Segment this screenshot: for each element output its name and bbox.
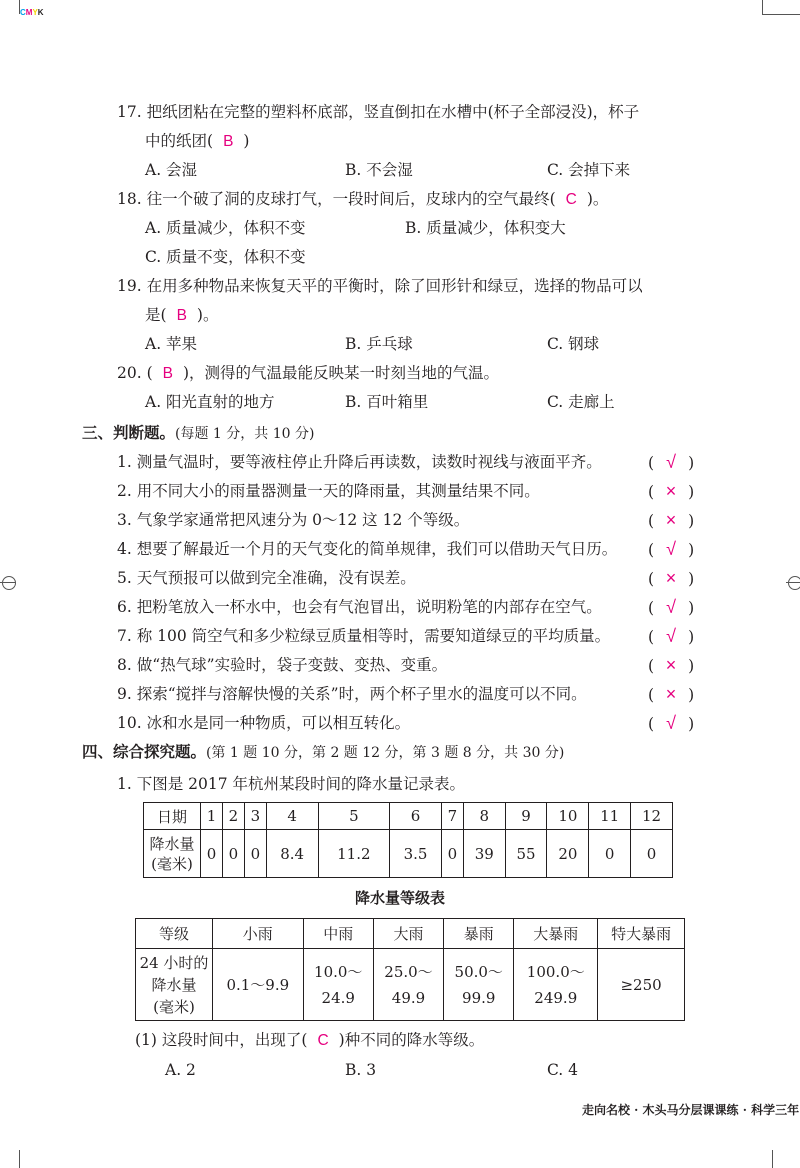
date-cell: 9 <box>505 803 547 830</box>
judgment-item: 4. 想要了解最近一个月的天气变化的简单规律，我们可以借助天气日历。 <box>117 540 618 558</box>
grade-header-cell: 暴雨 <box>444 919 514 949</box>
rainfall-cell: 0 <box>631 830 673 878</box>
section-3-title: 三、判断题。 <box>82 424 176 442</box>
date-cell: 7 <box>441 803 463 830</box>
cmyk-k: K <box>37 8 44 17</box>
rainfall-header: 降水量 (毫米) <box>144 830 201 878</box>
sub-question-1-option-a: A. 2 <box>165 1061 196 1079</box>
judgment-mark: √ <box>666 452 676 472</box>
grade-header-cell: 等级 <box>136 919 213 949</box>
rainfall-cell: 0 <box>201 830 223 878</box>
rainfall-date-row <box>144 803 673 830</box>
judgment-item: 7. 称 100 筒空气和多少粒绿豆质量相等时，需要知道绿豆的平均质量。 <box>117 627 611 645</box>
q17-option-c: C. 会掉下来 <box>547 161 631 179</box>
grade-range-cell: 25.0～ 49.9 <box>373 949 443 1021</box>
grade-range-cell: 100.0～ 249.9 <box>514 949 598 1021</box>
judgment-item: 9. 探索“搅拌与溶解快慢的关系”时，两个杯子里水的温度可以不同。 <box>117 685 587 703</box>
rainfall-cell: 55 <box>505 830 547 878</box>
q19-stem: 19. 在用多种物品来恢复天平的平衡时，除了回形针和绿豆，选择的物品可以 <box>117 277 643 295</box>
date-cell: 2 <box>222 803 244 830</box>
judgment-answer-bracket: ( × ) <box>648 684 695 704</box>
registration-mark-right <box>788 576 800 590</box>
q17-stem-2: 中的纸团( B ) <box>145 132 250 150</box>
crop-mark-top <box>19 0 20 14</box>
rainfall-cell: 0 <box>222 830 244 878</box>
q19-answer: B <box>176 307 187 324</box>
sub-question-1-answer: C <box>317 1032 329 1049</box>
cmyk-c: C <box>20 8 26 17</box>
grade-header-cell: 大雨 <box>373 919 443 949</box>
rainfall-cell: 39 <box>463 830 505 878</box>
date-cell: 3 <box>244 803 266 830</box>
grade-header-cell: 大暴雨 <box>514 919 598 949</box>
judgment-mark: √ <box>666 713 676 733</box>
judgment-mark: × <box>665 684 677 704</box>
q17-option-a: A. 会湿 <box>145 161 198 179</box>
judgment-answer-bracket: ( × ) <box>648 568 695 588</box>
sub-question-1-option-c: C. 4 <box>547 1061 579 1079</box>
section-4-note: (第 1 题 10 分，第 2 题 12 分，第 3 题 8 分，共 30 分) <box>206 745 565 761</box>
grade-header-row <box>136 919 685 949</box>
section-3-note: (每题 1 分，共 10 分) <box>175 426 315 442</box>
cmyk-color-bar <box>20 0 44 19</box>
crop-mark-bottom <box>19 1150 20 1168</box>
grade-range-row <box>136 949 685 1021</box>
date-cell: 8 <box>463 803 505 830</box>
q20-answer: B <box>162 365 173 382</box>
rainfall-value-row <box>144 830 673 878</box>
q20-option-a: A. 阳光直射的地方 <box>145 393 275 411</box>
rainfall-cell: 3.5 <box>390 830 442 878</box>
grade-table-title: 降水量等级表 <box>354 889 445 907</box>
rainfall-cell: 0 <box>244 830 266 878</box>
judgment-mark: × <box>665 510 677 530</box>
judgment-answer-bracket: ( √ ) <box>648 597 695 617</box>
judgment-item: 10. 冰和水是同一种物质，可以相互转化。 <box>117 714 411 732</box>
registration-mark-left <box>2 576 16 590</box>
q20-stem: 20. ( B )，测得的气温最能反映某一时刻当地的气温。 <box>117 364 500 382</box>
crop-mark-bottom-right <box>772 1150 773 1168</box>
judgment-item: 2. 用不同大小的雨量器测量一天的降雨量，其测量结果不同。 <box>117 482 540 500</box>
judgment-answer-bracket: ( √ ) <box>648 713 695 733</box>
judgment-answer-bracket: ( × ) <box>648 510 695 530</box>
date-cell: 6 <box>390 803 442 830</box>
date-header: 日期 <box>144 803 201 830</box>
judgment-item: 6. 把粉笔放入一杯水中，也会有气泡冒出，说明粉笔的内部存在空气。 <box>117 598 602 616</box>
q17-answer: B <box>223 133 234 150</box>
sub-question-1-option-b: B. 3 <box>345 1061 377 1079</box>
q17-option-b: B. 不会湿 <box>345 161 413 179</box>
date-cell: 11 <box>589 803 631 830</box>
q19-stem-2: 是( B )。 <box>145 306 219 324</box>
grade-range-cell: 10.0～ 24.9 <box>303 949 373 1021</box>
q20-option-b: B. 百叶箱里 <box>345 393 429 411</box>
rainfall-cell: 11.2 <box>318 830 390 878</box>
q18-option-c: C. 质量不变，体积不变 <box>145 248 306 266</box>
q19-option-a: A. 苹果 <box>145 335 198 353</box>
q18-answer: C <box>565 191 577 208</box>
rainfall-cell: 0 <box>441 830 463 878</box>
rainfall-table <box>143 802 673 878</box>
section-4-heading <box>82 742 564 763</box>
judgment-answer-bracket: ( × ) <box>648 655 695 675</box>
grade-header-cell: 小雨 <box>213 919 304 949</box>
grade-row-label: 24 小时的 降水量 (毫米) <box>136 949 213 1021</box>
q18-option-a: A. 质量减少，体积不变 <box>145 219 306 237</box>
judgment-mark: √ <box>666 626 676 646</box>
cmyk-m: M <box>25 8 33 17</box>
crop-mark-top-right <box>762 0 800 15</box>
grade-range-cell: ≥250 <box>598 949 685 1021</box>
judgment-answer-bracket: ( √ ) <box>648 539 695 559</box>
grade-range-cell: 50.0～ 99.9 <box>444 949 514 1021</box>
rainfall-cell: 20 <box>547 830 589 878</box>
judgment-item: 8. 做“热气球”实验时，袋子变鼓、变热、变重。 <box>117 656 448 674</box>
q18-option-b: B. 质量减少，体积变大 <box>405 219 566 237</box>
judgment-mark: √ <box>666 597 676 617</box>
judgment-answer-bracket: ( × ) <box>648 481 695 501</box>
grade-range-cell: 0.1～9.9 <box>213 949 304 1021</box>
date-cell: 5 <box>318 803 390 830</box>
q20-option-c: C. 走廊上 <box>547 393 615 411</box>
q17-stem: 17. 把纸团粘在完整的塑料杯底部，竖直倒扣在水槽中(杯子全部浸没)，杯子 <box>117 103 640 121</box>
page-footer: 走向名校 · 木头马分层课课练 · 科学三年 <box>582 1103 800 1117</box>
section-4-q1: 1. 下图是 2017 年杭州某段时间的降水量记录表。 <box>117 775 466 793</box>
judgment-mark: × <box>665 655 677 675</box>
judgment-answer-bracket: ( √ ) <box>648 452 695 472</box>
precipitation-grade-table <box>135 918 685 1021</box>
judgment-mark: × <box>665 481 677 501</box>
judgment-item: 5. 天气预报可以做到完全准确，没有误差。 <box>117 569 416 587</box>
rainfall-cell: 0 <box>589 830 631 878</box>
judgment-answer-bracket: ( √ ) <box>648 626 695 646</box>
q19-option-b: B. 乒乓球 <box>345 335 413 353</box>
date-cell: 12 <box>631 803 673 830</box>
section-4-title: 四、综合探究题。 <box>82 743 207 761</box>
date-cell: 4 <box>266 803 318 830</box>
section-3-heading <box>82 423 314 444</box>
judgment-item: 3. 气象学家通常把风速分为 0～12 这 12 个等级。 <box>117 511 470 529</box>
date-cell: 1 <box>201 803 223 830</box>
judgment-item: 1. 测量气温时，要等液柱停止升降后再读数，读数时视线与液面平齐。 <box>117 453 602 471</box>
cmyk-y: Y <box>32 8 38 17</box>
q18-stem: 18. 往一个破了洞的皮球打气，一段时间后，皮球内的空气最终( C )。 <box>117 190 609 208</box>
q19-option-c: C. 钢球 <box>547 335 600 353</box>
sub-question-1: (1) 这段时间中，出现了( C )种不同的降水等级。 <box>135 1031 485 1049</box>
judgment-mark: √ <box>666 539 676 559</box>
rainfall-cell: 8.4 <box>266 830 318 878</box>
grade-header-cell: 特大暴雨 <box>598 919 685 949</box>
judgment-mark: × <box>665 568 677 588</box>
date-cell: 10 <box>547 803 589 830</box>
grade-header-cell: 中雨 <box>303 919 373 949</box>
